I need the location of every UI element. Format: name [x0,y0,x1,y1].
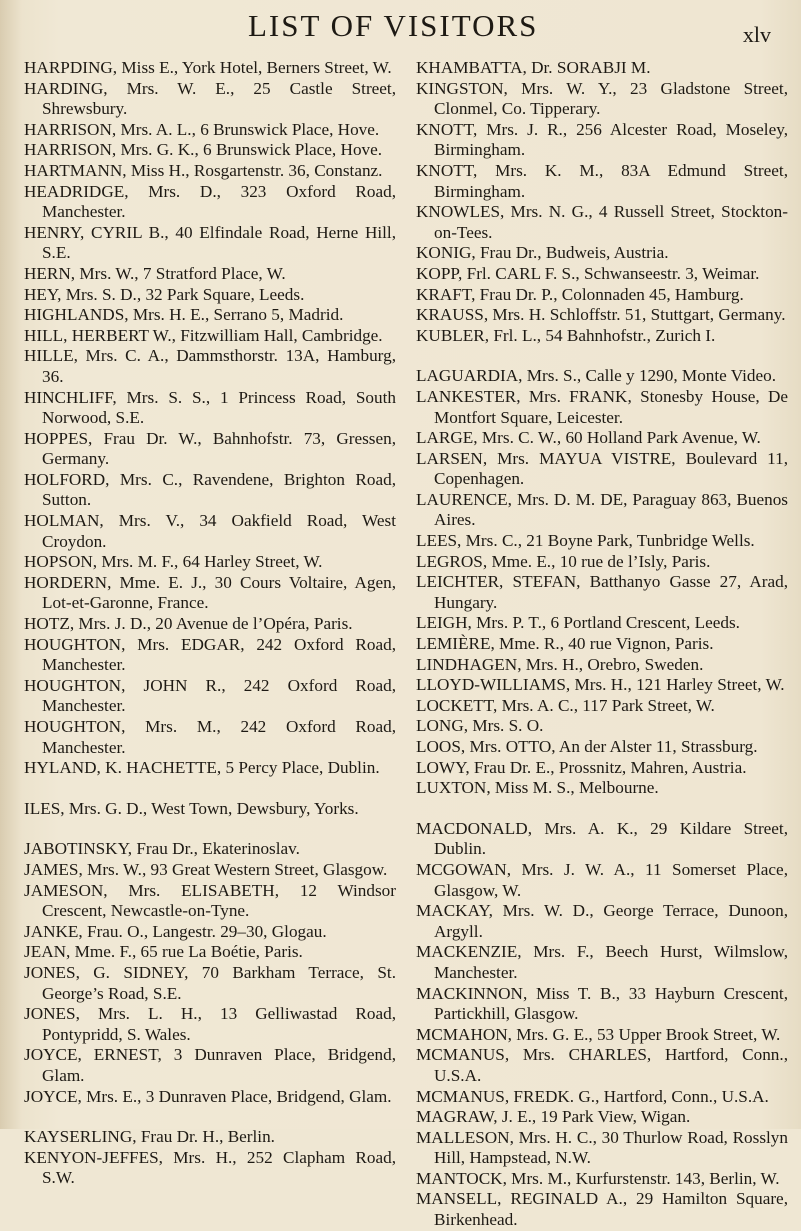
section-gap [24,1107,396,1127]
visitor-entry: MALLESON, Mrs. H. C., 30 Thurlow Road, Rosslyn Hill, Hampstead, N.W. [416,1127,788,1168]
visitor-entry: KAYSERLING, Frau Dr. H., Berlin. [24,1127,275,1147]
visitor-entry: MCMAHON, Mrs. G. E., 53 Upper Brook Street, W. [416,1024,781,1044]
visitor-entry: LANKESTER, Mrs. FRANK, Stonesby House, De Montfort Square, Leicester. [416,386,788,427]
visitor-entry: LARGE, Mrs. C. W., 60 Holland Park Avenue, W. [416,428,761,448]
section-gap [24,819,396,839]
visitor-entry: LEMIÈRE, Mme. R., 40 rue Vignon, Paris. [416,634,714,654]
visitor-entry: LARSEN, Mrs. MAYUA VISTRE, Boulevard 11, Copenhagen. [416,448,788,489]
visitor-entry: HEY, Mrs. S. D., 32 Park Square, Leeds. [24,284,305,304]
visitor-entry: MCGOWAN, Mrs. J. W. A., 11 Somerset Place, Glasgow, W. [416,859,788,900]
visitor-entry: KRAFT, Frau Dr. P., Colonnaden 45, Hamburg. [416,284,744,304]
visitor-entry: LAGUARDIA, Mrs. S., Calle y 1290, Monte Video. [416,366,777,386]
visitor-entry: MACDONALD, Mrs. A. K., 29 Kildare Street, Dublin. [416,818,788,859]
page-header [0,4,801,48]
visitor-entry: LEIGH, Mrs. P. T., 6 Portland Crescent, Leeds. [416,613,740,633]
right-column [416,58,788,1231]
visitor-entry: MCMANUS, Mrs. CHARLES, Hartford, Conn., U.S.A. [416,1045,788,1085]
visitor-entry: HILL, HERBERT W., Fitzwilliam Hall, Cambridge. [24,325,383,345]
visitor-entry: HINCHLIFF, Mrs. S. S., 1 Princess Road, South Norwood, S.E. [24,387,396,428]
visitor-entry: LOWY, Frau Dr. E., Prossnitz, Mahren, Austria. [416,757,747,777]
visitor-entry: MCMANUS, FREDK. G., Hartford, Conn., U.S.A. [416,1086,769,1106]
visitor-entry: MANSELL, REGINALD A., 29 Hamilton Square, Birkenhead. [416,1189,788,1230]
section-gap [416,799,788,819]
visitor-entry: JEAN, Mme. F., 65 rue La Boétie, Paris. [24,942,303,962]
visitor-entry: KRAUSS, Mrs. H. Schloffstr. 51, Stuttgart, Germany. [416,305,786,325]
visitor-entry: MACKINNON, Miss T. B., 33 Hayburn Crescent, Partickhill, Glasgow. [416,983,788,1024]
visitor-entry: JANKE, Frau. O., Langestr. 29–30, Glogau. [24,921,327,941]
visitor-entry: HARTMANN, Miss H., Rosgartenstr. 36, Constanz. [24,160,383,180]
visitor-entry: LEICHTER, STEFAN, Batthanyo Gasse 27, Arad, Hungary. [416,572,788,612]
visitor-entry: ILES, Mrs. G. D., West Town, Dewsbury, Yorks. [24,798,359,818]
section-gap [416,346,788,366]
visitor-entry: JOYCE, Mrs. E., 3 Dunraven Place, Bridgend, Glam. [24,1086,392,1106]
visitor-entry: JAMESON, Mrs. ELISABETH, 12 Windsor Crescent, Newcastle-on-Tyne. [24,880,396,921]
visitor-entry: HOPSON, Mrs. M. F., 64 Harley Street, W. [24,552,323,572]
left-column [24,58,396,1189]
visitor-entry: HOLFORD, Mrs. C., Ravendene, Brighton Road, Sutton. [24,469,396,510]
visitor-entry: LEGROS, Mme. E., 10 rue de l’Isly, Paris. [416,551,711,571]
visitor-entry: KNOWLES, Mrs. N. G., 4 Russell Street, Stockton-on-Tees. [416,202,788,242]
visitor-entry: HOUGHTON, JOHN R., 242 Oxford Road, Manchester. [24,675,396,716]
visitor-entry: KINGSTON, Mrs. W. Y., 23 Gladstone Street, Clonmel, Co. Tipperary. [416,78,788,119]
visitor-entry: HOTZ, Mrs. J. D., 20 Avenue de l’Opéra, Paris. [24,614,353,634]
visitor-entry: KUBLER, Frl. L., 54 Bahnhofstr., Zurich I. [416,325,716,345]
visitor-entry: KHAMBATTA, Dr. SORABJI M. [416,58,651,77]
visitor-entry: HILLE, Mrs. C. A., Dammsthorstr. 13A, Hamburg, 36. [24,346,396,386]
running-title: LIST OF VISITORS [248,8,539,43]
section-gap [24,779,396,799]
visitor-entry: HOLMAN, Mrs. V., 34 Oakfield Road, West Croydon. [24,511,396,551]
visitor-entry: HOUGHTON, Mrs. M., 242 Oxford Road, Manchester. [24,717,396,757]
visitor-entry: LINDHAGEN, Mrs. H., Orebro, Sweden. [416,654,704,674]
visitor-entry: MACKENZIE, Mrs. F., Beech Hurst, Wilmslow, Manchester. [416,942,788,982]
visitor-entry: HARRISON, Mrs. G. K., 6 Brunswick Place, Hove. [24,140,383,160]
visitor-entry: JONES, G. SIDNEY, 70 Barkham Terrace, St. George’s Road, S.E. [24,962,396,1003]
visitor-entry: LAURENCE, Mrs. D. M. DE, Paraguay 863, Buenos Aires. [416,489,788,530]
visitor-entry: MANTOCK, Mrs. M., Kurfurstenstr. 143, Berlin, W. [416,1168,780,1188]
visitor-entry: KNOTT, Mrs. J. R., 256 Alcester Road, Moseley, Birmingham. [416,119,788,160]
visitor-entry: MAGRAW, J. E., 19 Park View, Wigan. [416,1107,691,1127]
visitor-entry: HYLAND, K. HACHETTE, 5 Percy Place, Dublin. [24,758,380,778]
visitor-entry: LUXTON, Miss M. S., Melbourne. [416,778,659,798]
visitor-entry: HOPPES, Frau Dr. W., Bahnhofstr. 73, Gressen, Germany. [24,428,396,469]
visitor-entry: LEES, Mrs. C., 21 Boyne Park, Tunbridge Wells. [416,531,755,551]
visitor-entry: HENRY, CYRIL B., 40 Elfindale Road, Herne Hill, S.E. [24,222,396,263]
visitor-entry: LOOS, Mrs. OTTO, An der Alster 11, Strassburg. [416,737,758,756]
visitor-entry: HORDERN, Mme. E. J., 30 Cours Voltaire, Agen, Lot-et-Garonne, France. [24,572,396,613]
visitor-entry: KONIG, Frau Dr., Budweis, Austria. [416,243,669,263]
visitor-entry: HIGHLANDS, Mrs. H. E., Serrano 5, Madrid. [24,305,344,325]
visitor-entry: HARPDING, Miss E., York Hotel, Berners Street, W. [24,58,392,77]
visitor-entry: JABOTINSKY, Frau Dr., Ekaterinoslav. [24,839,300,859]
visitor-entry: HARRISON, Mrs. A. L., 6 Brunswick Place, Hove. [24,119,380,139]
visitor-entry: JOYCE, ERNEST, 3 Dunraven Place, Bridgend, Glam. [24,1045,396,1085]
visitor-entry: MACKAY, Mrs. W. D., George Terrace, Dunoon, Argyll. [416,901,788,941]
visitor-entry: LLOYD-WILLIAMS, Mrs. H., 121 Harley Street, W. [416,675,785,695]
visitor-entry: HEADRIDGE, Mrs. D., 323 Oxford Road, Manchester. [24,181,396,222]
visitor-entry: KENYON-JEFFES, Mrs. H., 252 Clapham Road, S.W. [24,1147,396,1188]
page-number: xlv [742,22,771,47]
visitor-entry: LONG, Mrs. S. O. [416,716,544,736]
visitor-entry: JAMES, Mrs. W., 93 Great Western Street, Glasgow. [24,859,388,879]
visitor-entry: HERN, Mrs. W., 7 Stratford Place, W. [24,263,286,283]
visitor-entry: HOUGHTON, Mrs. EDGAR, 242 Oxford Road, Manchester. [24,634,396,675]
visitor-entry: HARDING, Mrs. W. E., 25 Castle Street, Shrewsbury. [24,78,396,119]
visitor-entry: KNOTT, Mrs. K. M., 83A Edmund Street, Birmingham. [416,160,788,201]
visitor-entry: JONES, Mrs. L. H., 13 Gelliwastad Road, Pontypridd, S. Wales. [24,1004,396,1044]
visitor-entry: LOCKETT, Mrs. A. C., 117 Park Street, W. [416,695,715,715]
visitor-entry: KOPP, Frl. CARL F. S., Schwanseestr. 3, Weimar. [416,263,760,283]
